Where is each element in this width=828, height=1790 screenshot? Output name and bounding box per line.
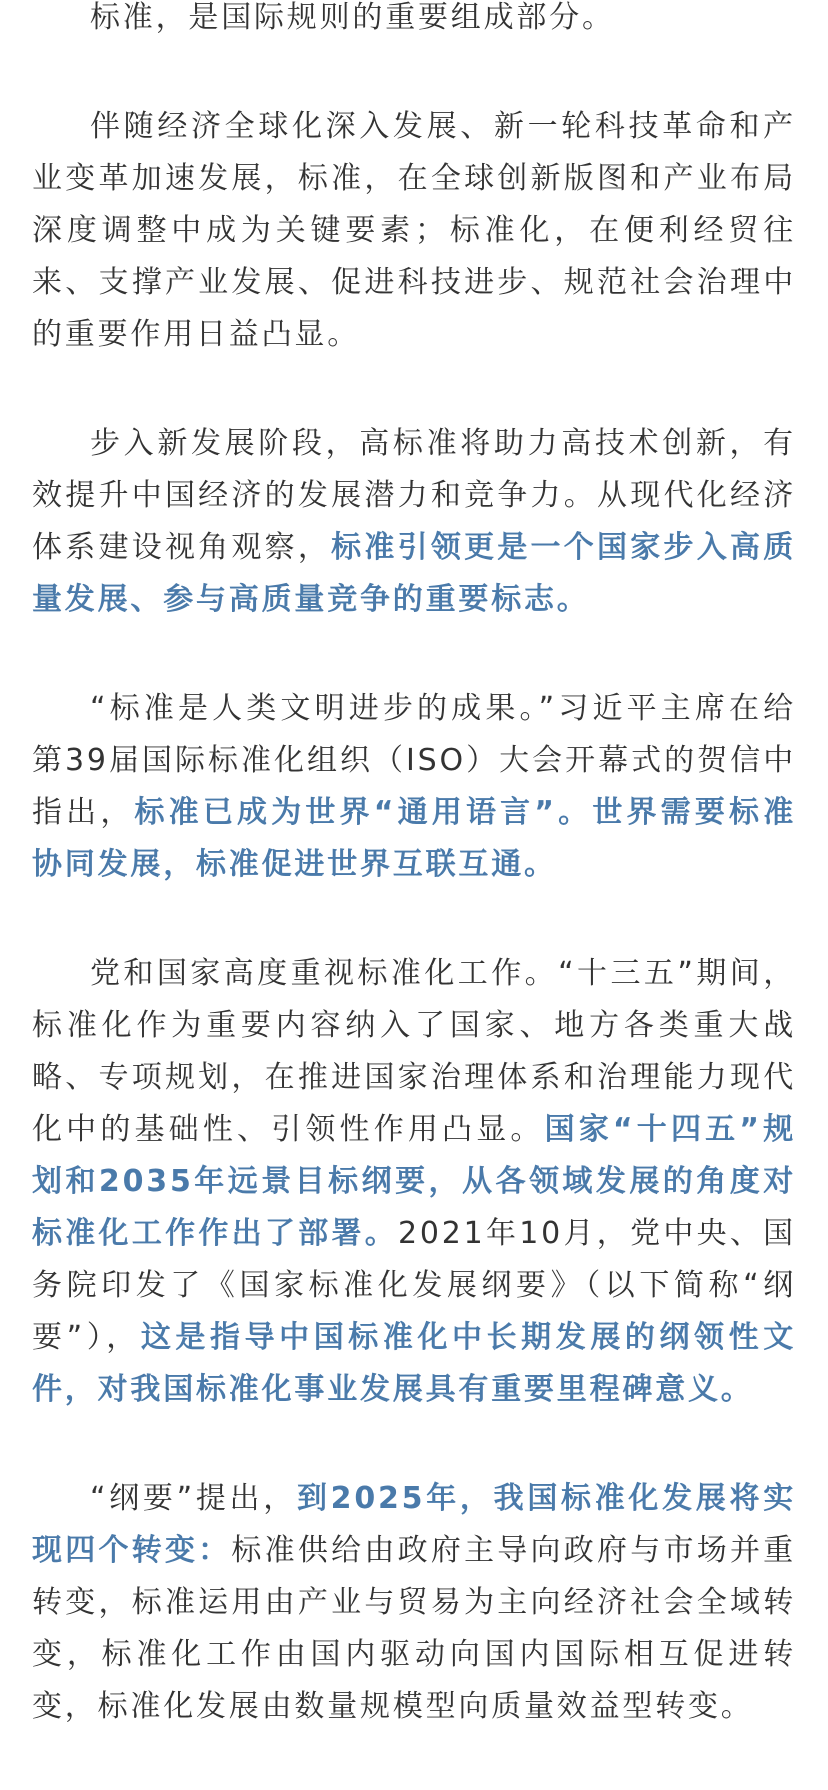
paragraph-1 <box>32 0 796 44</box>
paragraph-text: 2021年10月，党中央、国务院印发了《国家标准化发展纲要》（以下简称“纲要”）， <box>32 1216 796 1355</box>
highlighted-text: 国家“十四五”规划和2035年远景目标纲要，从各领域发展的角度对标准化工作作出了部署。 <box>32 1112 796 1251</box>
article-body <box>32 0 796 1790</box>
paragraph-3 <box>32 418 796 626</box>
paragraph-text: 伴随经济全球化深入发展、新一轮科技革命和产业变革加速发展，标准，在全球创新版图和产业布局深度调整中成为关键要素；标准化，在便利经贸往来、支撑产业发展、促进科技进步、规范社会治理中的重要作用日益凸显。 <box>32 109 796 352</box>
paragraph-5 <box>32 948 796 1416</box>
paragraph-text: 步入新发展阶段，高标准将助力高技术创新，有效提升中国经济的发展潜力和竞争力。从现代化经济体系建设视角观察， <box>32 426 796 565</box>
paragraph-4 <box>32 683 796 891</box>
paragraph-6 <box>32 1473 796 1733</box>
paragraph-text: “纲要”提出， <box>90 1481 297 1516</box>
paragraph-2 <box>32 101 796 361</box>
highlighted-text: 标准引领更是一个国家步入高质量发展、参与高质量竞争的重要标志。 <box>32 530 796 617</box>
highlighted-text: 标准已成为世界“通用语言”。世界需要标准协同发展，标准促进世界互联互通。 <box>32 795 796 882</box>
paragraph-text: 党和国家高度重视标准化工作。“十三五”期间，标准化作为重要内容纳入了国家、地方各类重大战略、专项规划，在推进国家治理体系和治理能力现代化中的基础性、引领性作用凸显。 <box>32 956 796 1147</box>
highlighted-text: 到2025年，我国标准化发展将实现四个转变： <box>32 1481 796 1568</box>
paragraph-text: 标准，是国际规则的重要组成部分。 <box>90 0 615 35</box>
paragraph-text: 标准供给由政府主导向政府与市场并重转变，标准运用由产业与贸易为主向经济社会全域转变，标准化工作由国内驱动向国内国际相互促进转变，标准化发展由数量规模型向质量效益型转变。 <box>32 1533 796 1724</box>
paragraph-text: “标准是人类文明进步的成果。”习近平主席在给第39届国际标准化组织（ISO）大会开幕式的贺信中指出， <box>32 691 796 830</box>
highlighted-text: 这是指导中国标准化中长期发展的纲领性文件，对我国标准化事业发展具有重要里程碑意义。 <box>32 1320 796 1407</box>
